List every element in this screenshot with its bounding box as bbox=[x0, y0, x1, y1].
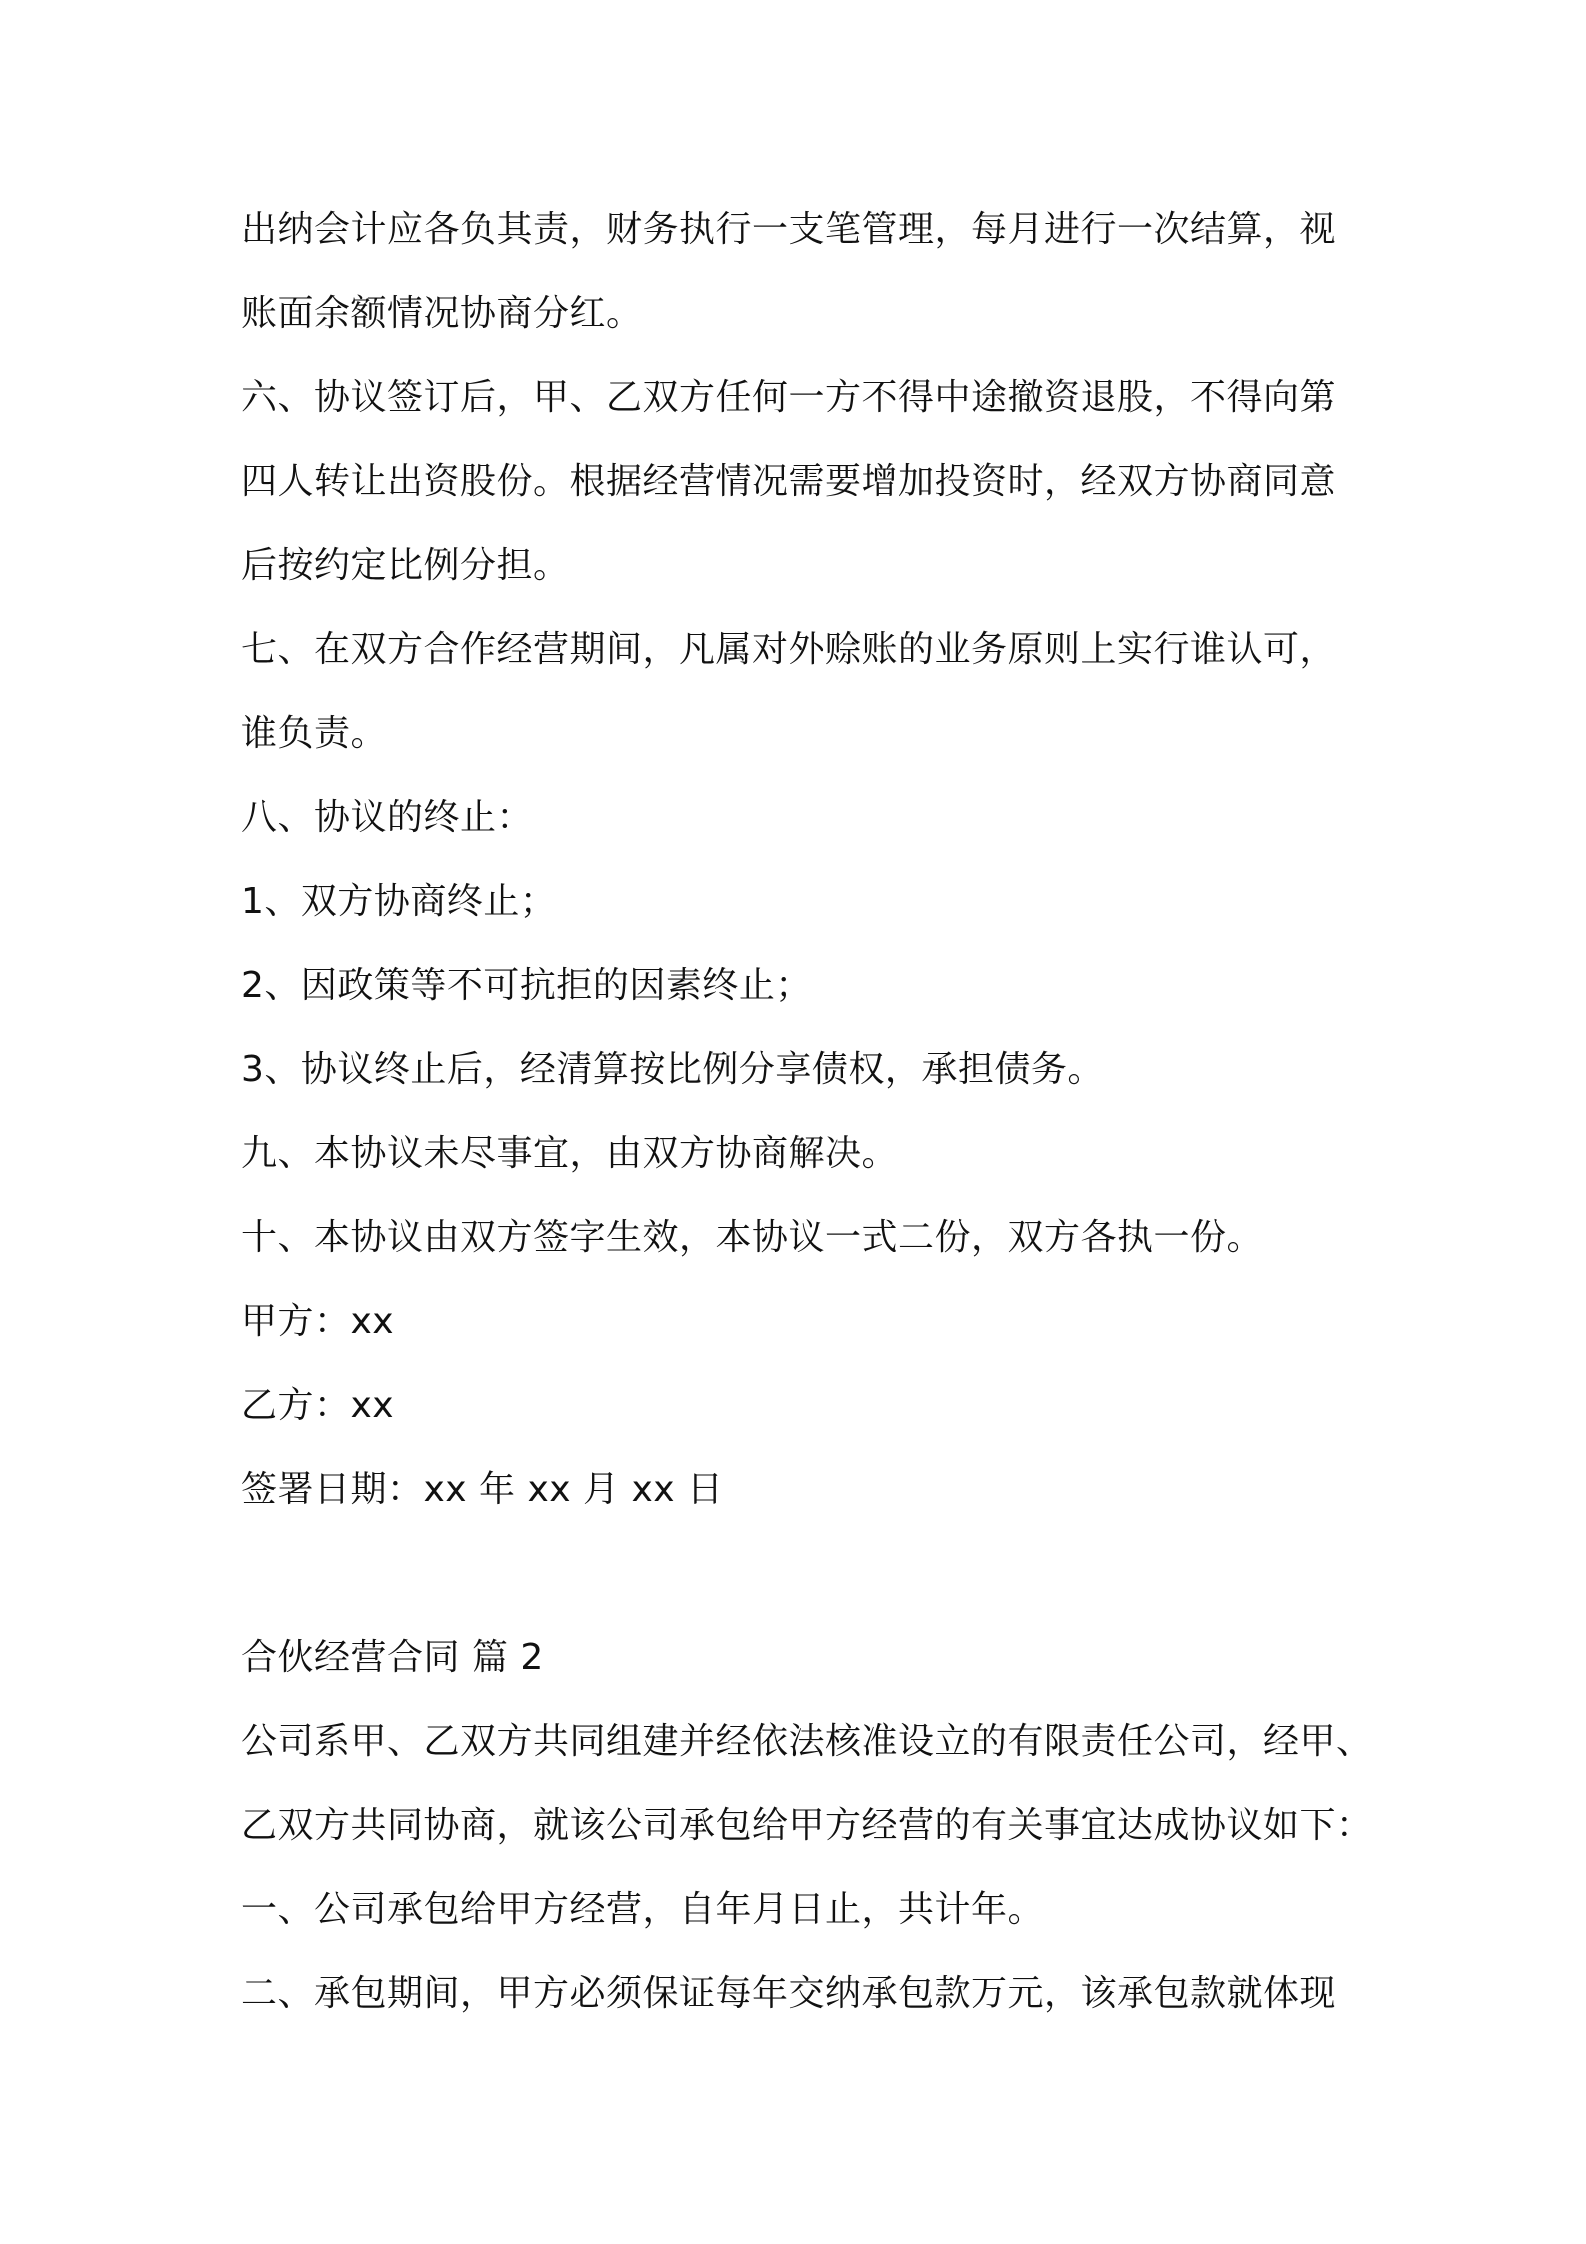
text-line: 公司系甲、乙双方共同组建并经依法核准设立的有限责任公司，经甲、 bbox=[241, 1721, 1373, 1762]
text-line: 四人转让出资股份。根据经营情况需要增加投资时，经双方协商同意 bbox=[241, 461, 1337, 502]
signing-date-line: 签署日期：xx 年 xx 月 xx 日 bbox=[241, 1469, 724, 1510]
section-heading: 八、协议的终止： bbox=[241, 797, 534, 838]
list-item: 1、双方协商终止； bbox=[241, 881, 557, 922]
text-line: 后按约定比例分担。 bbox=[241, 545, 570, 586]
list-item: 2、因政策等不可抗拒的因素终止； bbox=[241, 965, 812, 1006]
text-line: 七、在双方合作经营期间，凡属对外赊账的业务原则上实行谁认可， bbox=[241, 629, 1337, 670]
text-line: 谁负责。 bbox=[241, 713, 388, 754]
list-item: 3、协议终止后，经清算按比例分享债权，承担债务。 bbox=[241, 1049, 1104, 1090]
text-line: 一、公司承包给甲方经营，自年月日止，共计年。 bbox=[241, 1889, 1045, 1930]
text-line: 二、承包期间，甲方必须保证每年交纳承包款万元，该承包款就体现 bbox=[241, 1973, 1337, 2014]
party-a-line: 甲方：xx bbox=[241, 1301, 395, 1342]
text-line: 出纳会计应各负其责，财务执行一支笔管理，每月进行一次结算，视 bbox=[241, 209, 1337, 250]
text-line: 账面余额情况协商分红。 bbox=[241, 293, 643, 334]
party-b-line: 乙方：xx bbox=[241, 1385, 395, 1426]
text-line: 九、本协议未尽事宜，由双方协商解决。 bbox=[241, 1133, 899, 1174]
text-line: 乙双方共同协商，就该公司承包给甲方经营的有关事宜达成协议如下： bbox=[241, 1805, 1373, 1846]
contract-title: 合伙经营合同 篇 2 bbox=[241, 1637, 544, 1678]
text-line: 六、协议签订后，甲、乙双方任何一方不得中途撤资退股，不得向第 bbox=[241, 377, 1337, 418]
text-line: 十、本协议由双方签字生效，本协议一式二份，双方各执一份。 bbox=[241, 1217, 1264, 1258]
